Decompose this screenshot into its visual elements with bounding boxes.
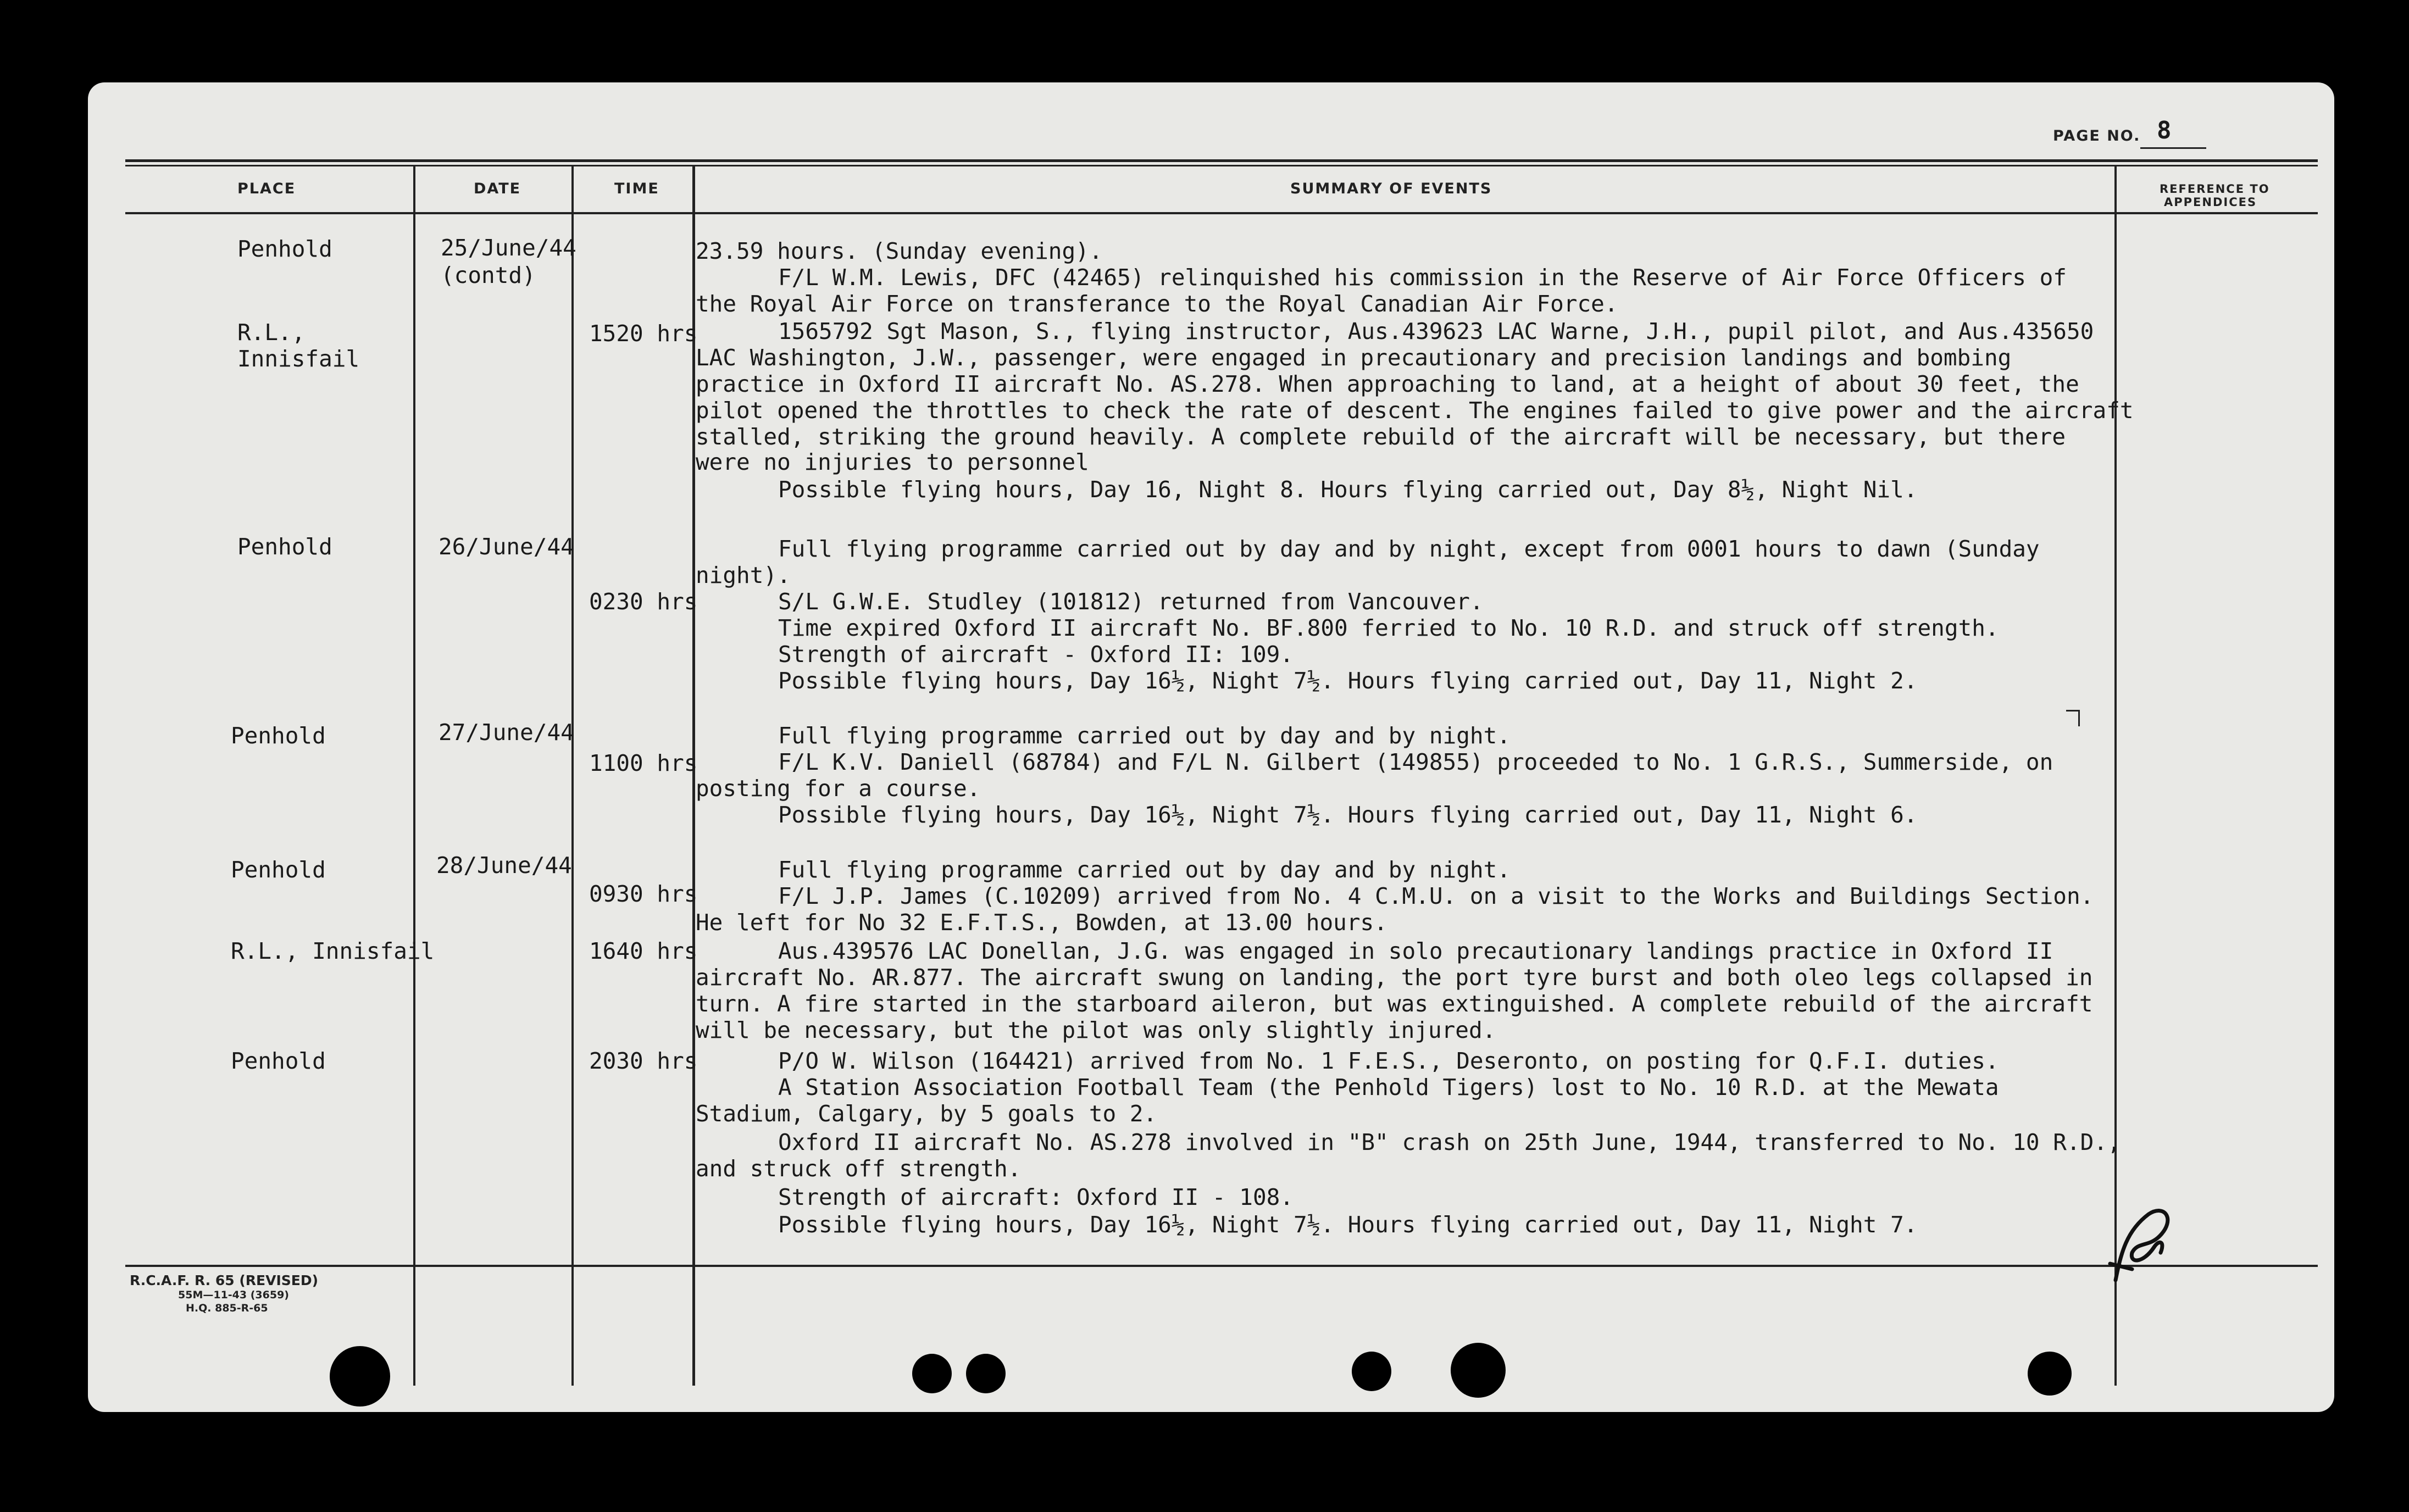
punch-hole [1451,1343,1506,1398]
col-header-reference-1: REFERENCE TO [2160,182,2270,196]
time-entry: 2030 hrs [589,1048,698,1074]
summary-line: 1565792 Sgt Mason, S., flying instructor, Aus.439623 LAC Warne, J.H., pupil pilot, and Aus.435650 [778,318,2094,344]
summary-line: 23.59 hours. (Sunday evening). [696,238,1103,264]
punch-hole [912,1354,952,1393]
place-entry: R.L., Innisfail [231,938,435,964]
place-entry: Penhold [231,1048,326,1074]
time-entry: 1100 hrs [589,750,698,776]
divider-place-date [413,165,415,1386]
summary-line: Oxford II aircraft No. AS.278 involved in "B" crash on 25th June, 1944, transferred to No. 10 R.D., [778,1129,2121,1155]
punch-hole [330,1346,390,1407]
summary-line: S/L G.W.E. Studley (101812) returned from Vancouver. [778,588,1484,615]
place-entry: R.L., [237,319,306,346]
summary-line: F/L W.M. Lewis, DFC (42465) relinquished his commission in the Reserve of Air Force Officers of [778,264,2067,291]
pen-mark [2078,710,2080,726]
place-entry: Penhold [237,533,332,560]
form-print-code: 55M—11-43 (3659) [178,1289,289,1301]
col-header-reference-2: APPENDICES [2164,196,2257,209]
summary-line: practice in Oxford II aircraft No. AS.278. When approaching to land, at a height of about 30 feet, the [696,371,2079,397]
pen-mark [2066,710,2079,711]
summary-line: He left for No 32 E.F.T.S., Bowden, at 13.00 hours. [696,909,1387,936]
place-entry: Innisfail [237,346,360,372]
date-entry: 28/June/44 [436,852,572,879]
summary-line: Full flying programme carried out by day and by night. [778,722,1511,749]
time-entry: 0930 hrs [589,881,698,907]
date-entry: 25/June/44 [441,235,576,261]
punch-hole [2028,1352,2072,1396]
col-header-summary: SUMMARY OF EVENTS [1290,180,1492,197]
summary-line: LAC Washington, J.W., passenger, were engaged in precautionary and precision landings and bombing [696,344,2012,371]
form-hq-code: H.Q. 885-R-65 [186,1302,268,1314]
summary-line: Stadium, Calgary, by 5 goals to 2. [696,1100,1157,1127]
summary-line: aircraft No. AR.877. The aircraft swung on landing, the port tyre burst and both oleo legs collapsed in [696,964,2093,991]
summary-line: the Royal Air Force on transferance to the Royal Canadian Air Force. [696,291,1618,317]
punch-hole [966,1354,1006,1393]
summary-line: night). [696,562,791,588]
date-entry: 27/June/44 [438,719,574,746]
summary-line: turn. A fire started in the starboard aileron, but was extinguished. A complete rebuild of the aircraft [696,991,2093,1017]
summary-line: Full flying programme carried out by day and by night, except from 0001 hours to dawn (Sunday [778,536,2040,562]
col-header-date: DATE [474,180,521,197]
summary-line: F/L K.V. Daniell (68784) and F/L N. Gilbert (149855) proceeded to No. 1 G.R.S., Summerside, on [778,749,2053,775]
summary-line: pilot opened the throttles to check the rate of descent. The engines failed to give power and the aircraft [696,397,2134,424]
col-header-time: TIME [614,180,659,197]
summary-line: Strength of aircraft: Oxford II - 108. [778,1184,1294,1210]
place-entry: Penhold [237,236,332,262]
summary-line: Full flying programme carried out by day and by night. [778,857,1511,883]
page-no-underline [2140,147,2206,149]
date-entry: 26/June/44 [438,533,574,560]
header-bottom-rule [125,212,2318,214]
summary-line: Aus.439576 LAC Donellan, J.G. was engaged in solo precautionary landings practice in Oxford II [778,938,2053,964]
summary-line: Strength of aircraft - Oxford II: 109. [778,641,1294,668]
header-top-rule [125,159,2318,162]
header-top-rule-2 [125,165,2318,166]
summary-line: stalled, striking the ground heavily. A complete rebuild of the aircraft will be necessary, but there [696,424,2066,450]
page-no-label: PAGE NO. [2053,127,2141,144]
diary-form-sheet [88,82,2334,1412]
col-header-place: PLACE [237,180,296,197]
place-entry: Penhold [231,722,326,749]
footer-rule [125,1265,2318,1267]
summary-line: P/O W. Wilson (164421) arrived from No. 1 F.E.S., Deseronto, on posting for Q.F.I. duties. [778,1048,1999,1074]
handwritten-initials-icon [2099,1181,2187,1291]
punch-hole [1352,1352,1391,1391]
summary-line: Possible flying hours, Day 16½, Night 7½. Hours flying carried out, Day 11, Night 6. [778,802,1918,828]
summary-line: were no injuries to personnel [696,449,1089,475]
page-no-value: 8 [2157,116,2172,144]
summary-line: Possible flying hours, Day 16, Night 8. Hours flying carried out, Day 8½, Night Nil. [778,476,1918,503]
summary-line: A Station Association Football Team (the Penhold Tigers) lost to No. 10 R.D. at the Mewata [778,1074,1999,1100]
time-entry: 1640 hrs [589,938,698,964]
summary-line: Time expired Oxford II aircraft No. BF.800 ferried to No. 10 R.D. and struck off strength. [778,615,1999,641]
summary-line: Possible flying hours, Day 16½, Night 7½. Hours flying carried out, Day 11, Night 2. [778,668,1918,694]
summary-line: Possible flying hours, Day 16½, Night 7½. Hours flying carried out, Day 11, Night 7. [778,1211,1918,1238]
summary-line: will be necessary, but the pilot was only slightly injured. [696,1017,1496,1043]
summary-line: F/L J.P. James (C.10209) arrived from No. 4 C.M.U. on a visit to the Works and Buildings Section. [778,883,2094,909]
form-number: R.C.A.F. R. 65 (REVISED) [130,1272,319,1288]
summary-line: posting for a course. [696,775,981,802]
divider-date-time [571,165,574,1386]
time-entry: 1520 hrs [589,320,698,347]
date-entry: (contd) [441,262,536,288]
time-entry: 0230 hrs [589,588,698,615]
summary-line: and struck off strength. [696,1155,1022,1182]
place-entry: Penhold [231,857,326,883]
